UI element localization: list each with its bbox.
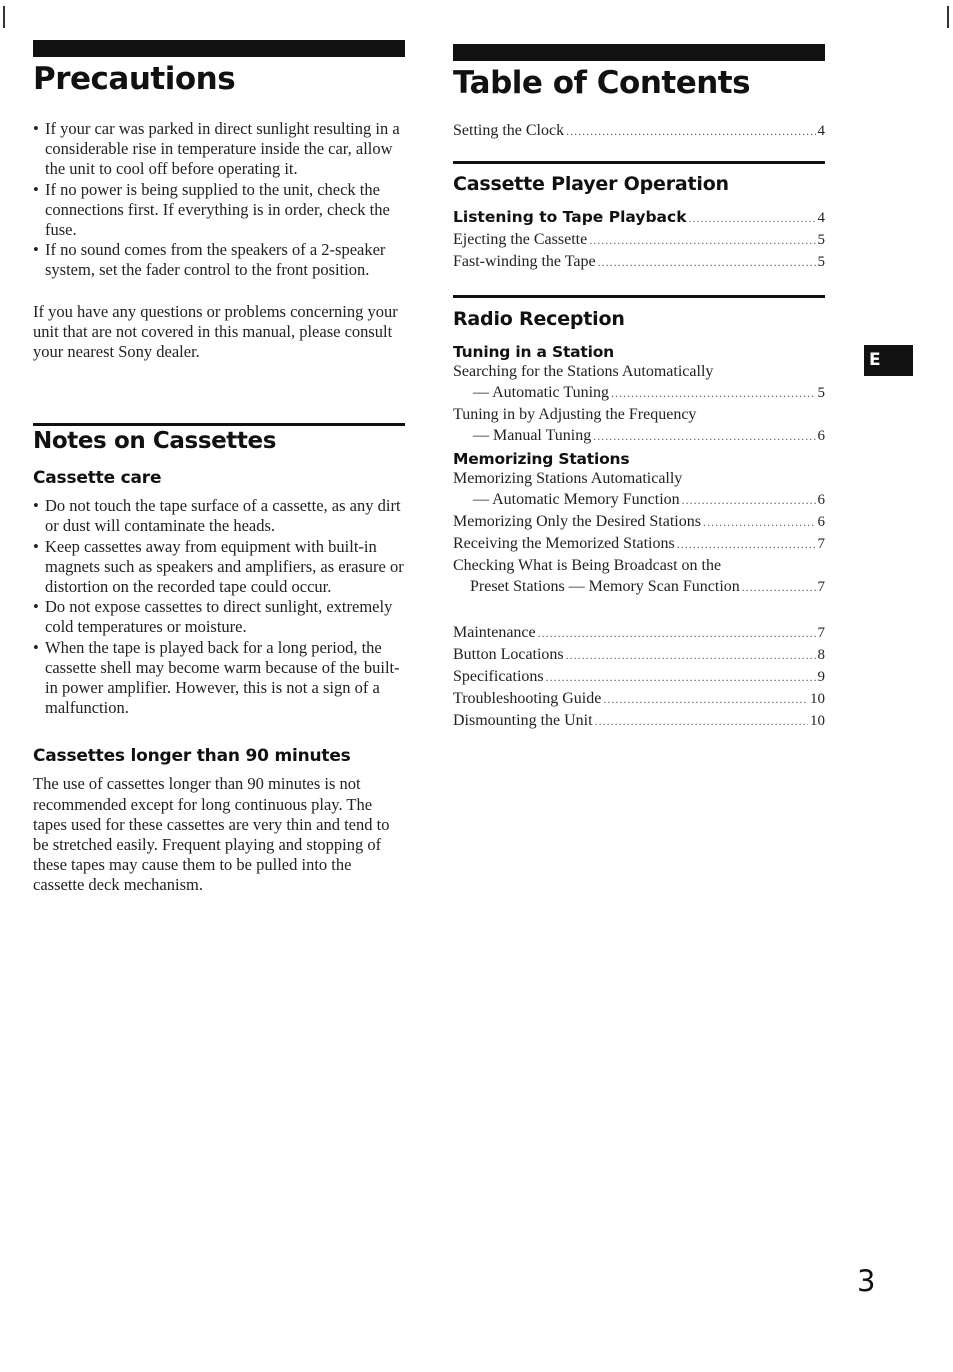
long-cassettes-paragraph: The use of cassettes longer than 90 minutes is not recommended except for long continuous play. The tapes used for these cassettes are very thin and tend to be stretched easily. Frequent playing and stopping of these tapes may cause them to be pulled into the cassette deck mechanism. — [33, 774, 390, 895]
toc-entry-receiving[interactable]: Receiving the Memorized Stations ..... 7 — [453, 533, 825, 555]
toc-entry-searching-line1[interactable]: Searching for the Stations Automatically — [453, 363, 714, 380]
list-item: • If no power is being supplied to the unit, check the connections first. If everything is in order, check the fuse. — [33, 179, 390, 240]
left-column — [33, 40, 405, 896]
toc-misc-list — [453, 622, 825, 732]
toc-entry-maintenance[interactable]: Maintenance ..... 7 — [453, 622, 825, 644]
list-item: • If your car was parked in direct sunlight resulting in a considerable rise in temperature inside the car, allow the unit to cool off before operating it. — [33, 119, 400, 179]
list-item: • Keep cassettes away from equipment with built-in magnets such as speakers and amplifiers, as erasure or distortion on the recorded tape could occur. — [33, 536, 404, 597]
crop-mark-left — [3, 6, 5, 28]
list-item: • If no sound comes from the speakers of a 2-speaker system, set the fader control to the front position. — [33, 240, 386, 280]
notes-title: Notes on Cassettes — [33, 428, 276, 455]
toc-entry-ejecting[interactable]: Ejecting the Cassette ..... 5 — [453, 229, 825, 251]
toc-entry-fast-winding[interactable]: Fast-winding the Tape ..... 5 — [453, 251, 825, 273]
right-column — [453, 44, 825, 732]
precautions-title: Precautions — [33, 61, 236, 97]
cassette-care-heading: Cassette care — [33, 468, 162, 489]
toc-entry-button-locations[interactable]: Button Locations ..... 8 — [453, 644, 825, 666]
toc-entry-automatic-memory[interactable]: — Automatic Memory Function ..... 6 — [453, 489, 825, 511]
toc-entry-checking-line1[interactable]: Checking What is Being Broadcast on the — [453, 557, 722, 574]
list-item: • Do not expose cassettes to direct sunlight, extremely cold temperatures or moisture. — [33, 597, 393, 637]
section-rule — [453, 295, 825, 298]
list-item: • Do not touch the tape surface of a cassette, as any dirt or dust will contaminate the heads. — [33, 496, 401, 536]
toc-entry-manual-tuning[interactable]: — Manual Tuning ..... 6 — [453, 425, 825, 447]
section-rule — [453, 161, 825, 164]
tuning-heading: Tuning in a Station — [453, 343, 615, 361]
radio-reception-heading: Radio Reception — [453, 308, 625, 330]
toc-entry-tuning-line1[interactable]: Tuning in by Adjusting the Frequency — [453, 406, 697, 423]
toc-entry-mem-auto-line1[interactable]: Memorizing Stations Automatically — [453, 470, 683, 487]
memorizing-heading: Memorizing Stations — [453, 450, 630, 468]
crop-mark-right — [947, 6, 949, 28]
list-item: • When the tape is played back for a long period, the cassette shell may become warm because of the built-in power amplifier. However, this is not a sign of a malfunction. — [33, 637, 400, 718]
page-number: 3 — [857, 1264, 876, 1298]
toc-entry-mem-desired[interactable]: Memorizing Only the Desired Stations ..... 6 — [453, 511, 825, 533]
toc-entry-troubleshooting[interactable]: Troubleshooting Guide ..... 10 — [453, 688, 825, 710]
precautions-paragraph: If you have any questions or problems concerning your unit that are not covered in this manual, please consult your nearest Sony dealer. — [33, 301, 398, 362]
section-bar — [33, 40, 405, 57]
cassette-operation-heading: Cassette Player Operation — [453, 173, 729, 195]
section-bar — [453, 44, 825, 61]
cassette-care-list — [33, 496, 405, 718]
toc-entry-memory-scan[interactable]: Preset Stations — Memory Scan Function ..... 7 — [453, 576, 825, 598]
toc-title: Table of Contents — [453, 65, 751, 101]
language-tab: E — [864, 345, 913, 376]
toc-entry-setting-clock[interactable]: Setting the Clock ..... 4 — [453, 120, 825, 142]
toc-entry-dismounting[interactable]: Dismounting the Unit ..... 10 — [453, 710, 825, 732]
toc-entry-specifications[interactable]: Specifications ..... 9 — [453, 666, 825, 688]
section-rule — [33, 423, 405, 426]
precautions-list — [33, 119, 405, 281]
toc-entry-listening[interactable]: Listening to Tape Playback ..... 4 — [453, 207, 825, 229]
toc-entry-searching[interactable]: — Automatic Tuning ..... 5 — [453, 382, 825, 404]
long-cassettes-heading: Cassettes longer than 90 minutes — [33, 746, 351, 767]
